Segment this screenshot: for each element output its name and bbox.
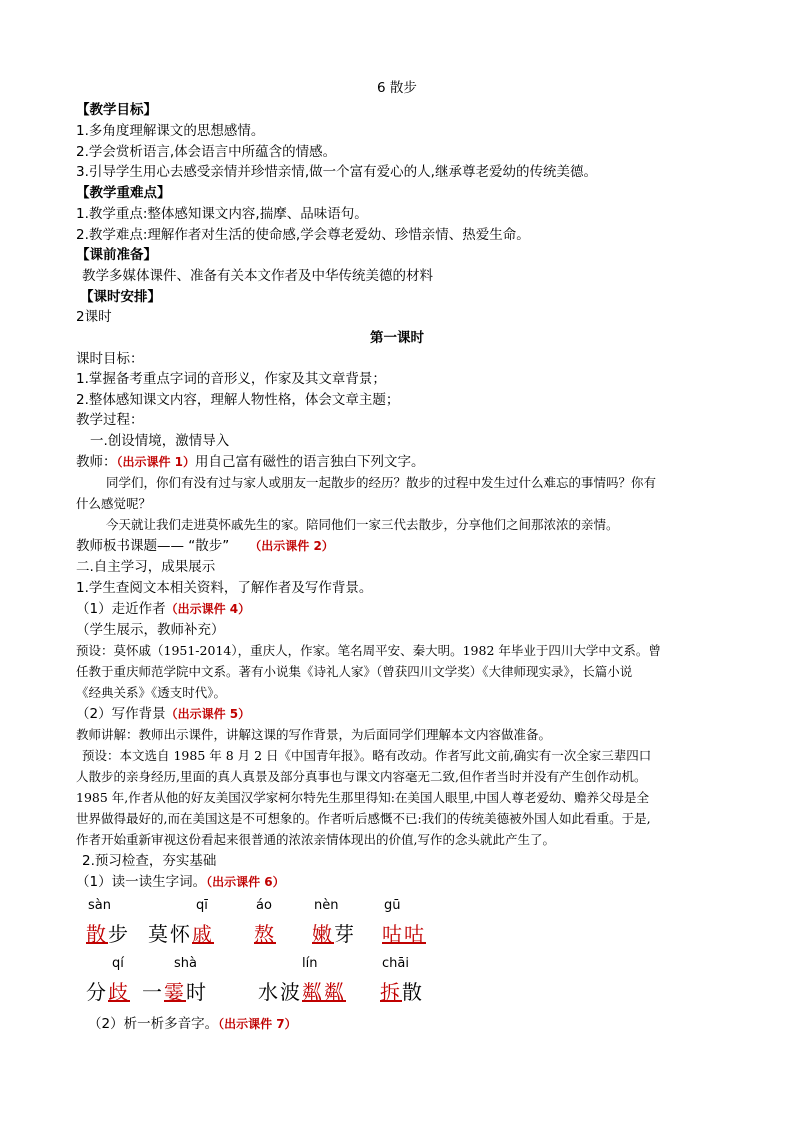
lesson-goal-item: 2.整体感知课文内容，理解人物性格，体会文章主题；	[76, 392, 400, 408]
lesson-goal-item: 1.掌握备考重点字词的音形义，作家及其文章背景；	[76, 371, 386, 387]
vocab-word	[142, 956, 252, 1004]
preset-background-line: 人散步的亲身经历,里面的真人真景及部分真事也与课文内容毫无二致,但作者当时并没有产生创作动机。	[76, 769, 647, 784]
preset-background-line: 1985 年,作者从他的好友美国汉学家柯尔特先生那里得知:在美国人眼里,中国人尊老爱幼、赡养父母是全	[76, 790, 649, 805]
student-show: （学生展示，教师补充）	[76, 622, 225, 638]
read-line	[76, 872, 285, 892]
teacher-explain: 教师讲解：教师出示课件，讲解这课的写作背景，为后面同学们理解本文内容做准备。	[76, 727, 552, 742]
vocab-characters	[142, 976, 208, 1005]
goal-item: 3.引导学生用心去感受亲情并珍惜亲情,做一个富有爱心的人,继承尊老爱幼的传统美德。	[76, 164, 597, 180]
vocab-pinyin: qí	[112, 956, 124, 971]
vocab-pinyin: chāi	[382, 956, 409, 971]
vocab-characters	[86, 918, 130, 947]
preset-author-line: 预设：莫怀戚（1951-2014），重庆人，作家。笔名周平安、秦大明。1982 年毕业于四川大学中文系。曾	[76, 643, 661, 658]
key-point-item: 2.教学难点:理解作者对生活的使命感,学会尊老爱幼、珍惜亲情、热爱生命。	[76, 227, 530, 243]
vocab-characters	[148, 918, 214, 947]
preset-background-line: 预设：本文选自 1985 年 8 月 2 日《中国青年报》。略有改动。作者写此文前,确实有一次全家三辈四口	[82, 748, 652, 763]
board-title: 教师板书课题—— “散步”	[76, 538, 230, 554]
preset-author-line: 《经典关系》《透支时代》。	[76, 685, 227, 700]
vocab-highlight-char: 戚	[192, 922, 214, 946]
vocab-word	[258, 956, 368, 1004]
vocab-highlight-char: 熬	[254, 922, 276, 946]
background-label: （2）写作背景	[76, 706, 166, 722]
vocab-pinyin: lín	[302, 956, 318, 971]
sub-step-2: 2.预习检查，夯实基础	[82, 853, 217, 869]
key-points-header: 【教学重难点】	[76, 185, 171, 201]
slide-ref: （出示课件 7）	[218, 1017, 297, 1031]
slide-ref: （出示课件 2）	[249, 539, 334, 553]
vocab-char: 怀	[170, 922, 192, 946]
vocab-pinyin: nèn	[314, 898, 339, 913]
preset-author-line: 任教于重庆师范学院中文系。著有小说集《诗礼人家》（曾获四川文学奖）《大律师现实录》，长篇小说	[76, 664, 633, 679]
teacher-line	[76, 452, 425, 472]
preset-background-line: 作者开始重新审视这份看起来很普通的浓浓亲情体现出的价值,写作的念头就此产生了。	[76, 832, 555, 847]
vocab-char: 水	[258, 980, 280, 1004]
vocab-char: 时	[186, 980, 208, 1004]
step-two-heading: 二.自主学习，成果展示	[76, 559, 216, 575]
sub-step-1: 1.学生查阅文本相关资料，了解作者及写作背景。	[76, 580, 373, 596]
vocab-char: 波	[280, 980, 302, 1004]
author-label: （1）走近作者	[76, 601, 166, 617]
polyphone-label: （2）析一析多音字。	[88, 1016, 219, 1032]
key-point-item: 1.教学重点:整体感知课文内容,揣摩、品味语句。	[76, 206, 368, 222]
vocab-char: 一	[142, 980, 164, 1004]
vocab-char: 莫	[148, 922, 170, 946]
lesson-goals-label: 课时目标：	[76, 351, 144, 367]
vocab-pinyin: áo	[256, 898, 272, 913]
vocab-characters	[382, 918, 426, 947]
intro-paragraph-line: 同学们，你们有没有过与家人或朋友一起散步的经历？散步的过程中发生过什么难忘的事情吗？你有	[106, 475, 657, 490]
vocab-highlight-char: 拆	[380, 980, 402, 1004]
prep-header: 【课前准备】	[76, 247, 157, 263]
teacher-instruction: 用自己富有磁性的语言独白下列文字。	[195, 454, 425, 470]
vocab-highlight-char: 粼	[324, 980, 346, 1004]
vocab-characters	[258, 976, 346, 1005]
vocab-pinyin: qī	[196, 898, 208, 913]
vocab-characters	[254, 918, 276, 947]
preset-background-line: 世界做得最好的,而在美国这是不可想象的。作者听后感慨不已:我们的传统美德被外国人如此看重。于是,	[76, 811, 651, 826]
vocab-characters	[380, 976, 424, 1005]
slide-ref: （出示课件 1）	[116, 455, 196, 469]
vocab-pinyin: sàn	[88, 898, 111, 913]
slide-ref: （出示课件 6）	[206, 875, 285, 889]
background-line	[76, 704, 250, 724]
goal-item: 1.多角度理解课文的思想感情。	[76, 123, 265, 139]
lesson-title: 第一课时	[370, 330, 424, 346]
process-label: 教学过程：	[76, 412, 144, 428]
vocab-char: 散	[402, 980, 424, 1004]
vocab-word	[380, 956, 490, 1004]
step-one-heading: 一.创设情境，激情导入	[90, 433, 230, 449]
vocab-word	[148, 898, 258, 946]
vocab-char: 分	[86, 980, 108, 1004]
vocab-highlight-char: 咕	[404, 922, 426, 946]
document-title: 6 散步	[377, 80, 417, 96]
vocab-pinyin: shà	[174, 956, 197, 971]
schedule-text: 2课时	[76, 309, 112, 325]
prep-text: 教学多媒体课件、准备有关本文作者及中华传统美德的材料	[82, 268, 433, 284]
teacher-label: 教师：	[76, 454, 117, 470]
vocab-highlight-char: 散	[86, 922, 108, 946]
vocab-characters	[86, 976, 130, 1005]
polyphone-line	[88, 1014, 297, 1034]
goals-header: 【教学目标】	[76, 102, 157, 118]
schedule-header: 【课时安排】	[80, 289, 161, 305]
read-label: （1）读一读生字词。	[76, 874, 207, 890]
vocab-highlight-char: 嫩	[312, 922, 334, 946]
vocab-characters	[312, 918, 356, 947]
vocab-grid	[86, 898, 506, 1008]
slide-ref: （出示课件 5）	[165, 707, 251, 721]
vocab-word	[382, 898, 492, 946]
vocab-highlight-char: 歧	[108, 980, 130, 1004]
vocab-highlight-char: 霎	[164, 980, 186, 1004]
intro-paragraph-line: 什么感觉呢？	[76, 496, 152, 511]
vocab-pinyin: gū	[384, 898, 401, 913]
board-line	[76, 536, 334, 556]
vocab-char: 芽	[334, 922, 356, 946]
slide-ref: （出示课件 4）	[165, 602, 251, 616]
vocab-char: 步	[108, 922, 130, 946]
vocab-highlight-char: 粼	[302, 980, 324, 1004]
intro-paragraph-2: 今天就让我们走进莫怀戚先生的家。陪同他们一家三代去散步，分享他们之间那浓浓的亲情。	[106, 517, 619, 532]
author-line	[76, 599, 250, 619]
goal-item: 2.学会赏析语言,体会语言中所蕴含的情感。	[76, 144, 337, 160]
vocab-highlight-char: 咕	[382, 922, 404, 946]
